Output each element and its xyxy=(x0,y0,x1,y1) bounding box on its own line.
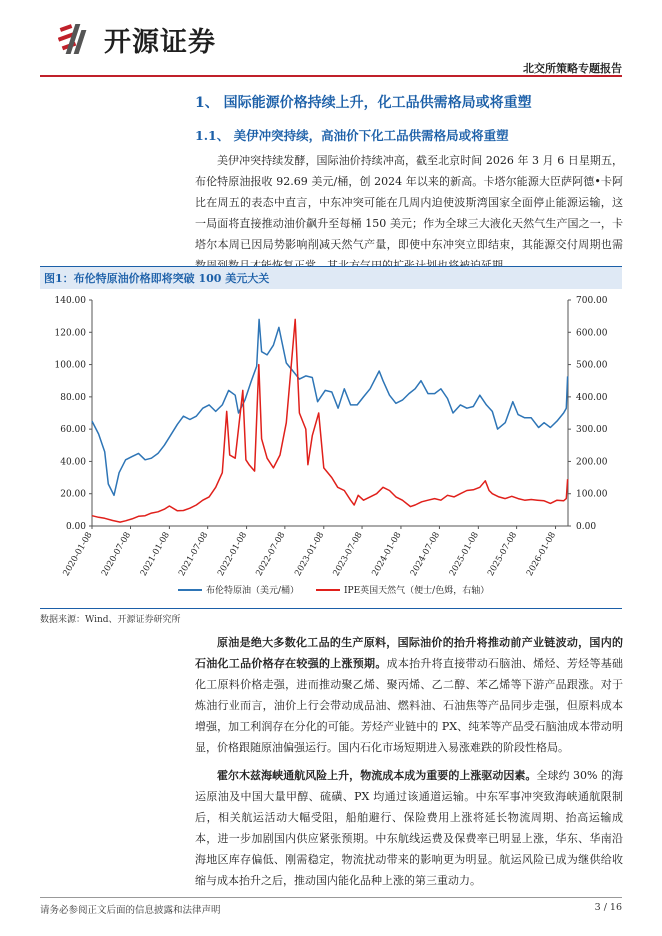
figure-source: 数据来源：Wind、开源证券研究所 xyxy=(40,615,181,625)
analysis-paragraph-2-body: 全球约 30% 的海运原油及中国大量甲醇、硫磺、PX 均通过该通道运输。中东军事冲突致海峡通航限制后，相关航运活动大幅受阻，船舶避行、保险费用上涨将延长物流周期、抬高运输成本，进一步加剧国内供应紧张预期。中东航线运费及保费率已明显上涨，华东、华南沿海地区库存偏低、刚需稳定，物流扰动带来的影响更为明显。航运风险已成为继供给收缩与成本抬升之后，推动国内能化品种上涨的第三重动力。 xyxy=(195,769,623,887)
x-tick-label: 2021-01-08 xyxy=(138,530,172,578)
company-name: 开源证券 xyxy=(104,27,216,58)
left-tick-label: 120.00 xyxy=(54,328,86,339)
analysis-paragraph-2-lead: 霍尔木兹海峡通航风险上升，物流成本成为重要的上涨驱动因素。 xyxy=(217,769,537,782)
uk-natural-gas-series-line xyxy=(92,319,568,522)
x-tick-label: 2024-07-08 xyxy=(408,530,443,578)
left-tick-label: 0.00 xyxy=(65,522,86,532)
chart-axes xyxy=(55,296,608,578)
report-type: 北交所策略专题报告 xyxy=(523,62,622,75)
right-tick-label: 0.00 xyxy=(576,522,597,532)
right-tick-label: 200.00 xyxy=(576,457,608,468)
section-heading: 1、 国际能源价格持续上升，化工品供需格局或将重塑 xyxy=(195,95,532,111)
chart-legend xyxy=(178,584,489,596)
x-tick-label: 2022-01-08 xyxy=(216,530,250,578)
section-subheading: 1.1、 美伊冲突持续，高油价下化工品供需格局或将重塑 xyxy=(195,128,509,143)
x-tick-label: 2024-01-08 xyxy=(370,530,404,578)
right-tick-label: 300.00 xyxy=(576,425,608,436)
chart-series xyxy=(92,319,568,522)
left-tick-label: 100.00 xyxy=(54,360,86,371)
x-tick-label: 2025-07-08 xyxy=(486,530,520,578)
x-tick-label: 2023-07-08 xyxy=(331,530,365,578)
x-tick-label: 2020-07-08 xyxy=(99,530,134,578)
left-tick-label: 140.00 xyxy=(54,296,86,306)
left-tick-label: 60.00 xyxy=(60,425,86,436)
right-tick-label: 700.00 xyxy=(576,296,608,306)
price-chart xyxy=(40,290,622,606)
x-tick-label: 2025-01-08 xyxy=(447,530,481,578)
left-tick-label: 40.00 xyxy=(60,457,86,468)
analysis-paragraph-1-body: 成本抬升将直接带动石脑油、烯烃、芳烃等基础化工原料价格走强，进而推动聚乙烯、聚丙烯、乙二醇、苯乙烯等下游产品跟涨。对于炼油行业而言，油价上行会带动成品油、燃料油、石油焦等产品同步走强，但原料成本增强，加工利润存在分化的可能。芳烃产业链中的 PX、纯苯等产品受石脑油成本带动明显，价格跟随原油偏强运行。国内石化市场短期进入易涨难跌的阶段性格局。 xyxy=(195,657,623,754)
analysis-paragraph-1 xyxy=(195,632,623,758)
company-logo-mark-icon xyxy=(58,22,102,56)
x-tick-label: 2023-01-08 xyxy=(293,530,327,578)
intro-paragraph: 美伊冲突持续发酵，国际油价持续冲高，截至北京时间 2026 年 3 月 6 日星期五，布伦特原油报收 92.69 美元/桶，创 2024 年以来的新高。卡塔尔能源大臣萨阿德•卡阿比在周五的表态中直言，中东冲突可能在几周内迫使波斯湾国家全面停止能源运输，这一局面将直接推动油价飙升至每桶 150 美元；作为全球三大液化天然气生产国之一，卡塔尔本周已因局势影响削减天然气产量，即使中东冲突立即结束，其能源交付周期也需 xyxy=(195,154,623,251)
left-tick-label: 80.00 xyxy=(60,392,86,403)
left-tick-label: 20.00 xyxy=(60,489,86,500)
x-tick-label: 2020-01-08 xyxy=(61,530,95,578)
header-divider xyxy=(40,75,622,77)
x-tick-label: 2021-07-08 xyxy=(177,530,211,578)
source-divider xyxy=(40,608,622,609)
right-tick-label: 100.00 xyxy=(576,489,608,500)
footer-disclaimer: 请务必参阅正文后面的信息披露和法律声明 xyxy=(40,905,221,916)
right-tick-label: 400.00 xyxy=(576,392,608,403)
x-tick-label: 2026-01-08 xyxy=(524,530,559,578)
figure-title: 图1：布伦特原油价格即将突破 100 美元大关 xyxy=(44,272,270,285)
page-number: 3 / 16 xyxy=(594,902,622,913)
analysis-paragraph-2 xyxy=(195,765,623,891)
x-tick-label: 2022-07-08 xyxy=(254,530,288,578)
right-tick-label: 500.00 xyxy=(576,360,608,371)
right-tick-label: 600.00 xyxy=(576,328,608,339)
legend-label: 布伦特原油（美元/桶） xyxy=(206,586,300,596)
footer-divider xyxy=(40,897,622,898)
analysis-paragraph-1-lead: 原油是绝大多数化工品的生产原料，国际油价的抬升将推动前产业链波动，国内的石油化工品价格存在较强的上涨预期。 xyxy=(195,636,623,670)
brent-crude-series-line xyxy=(92,319,568,495)
legend-label: IPE英国天然气（便士/色姆，右轴） xyxy=(344,586,490,596)
